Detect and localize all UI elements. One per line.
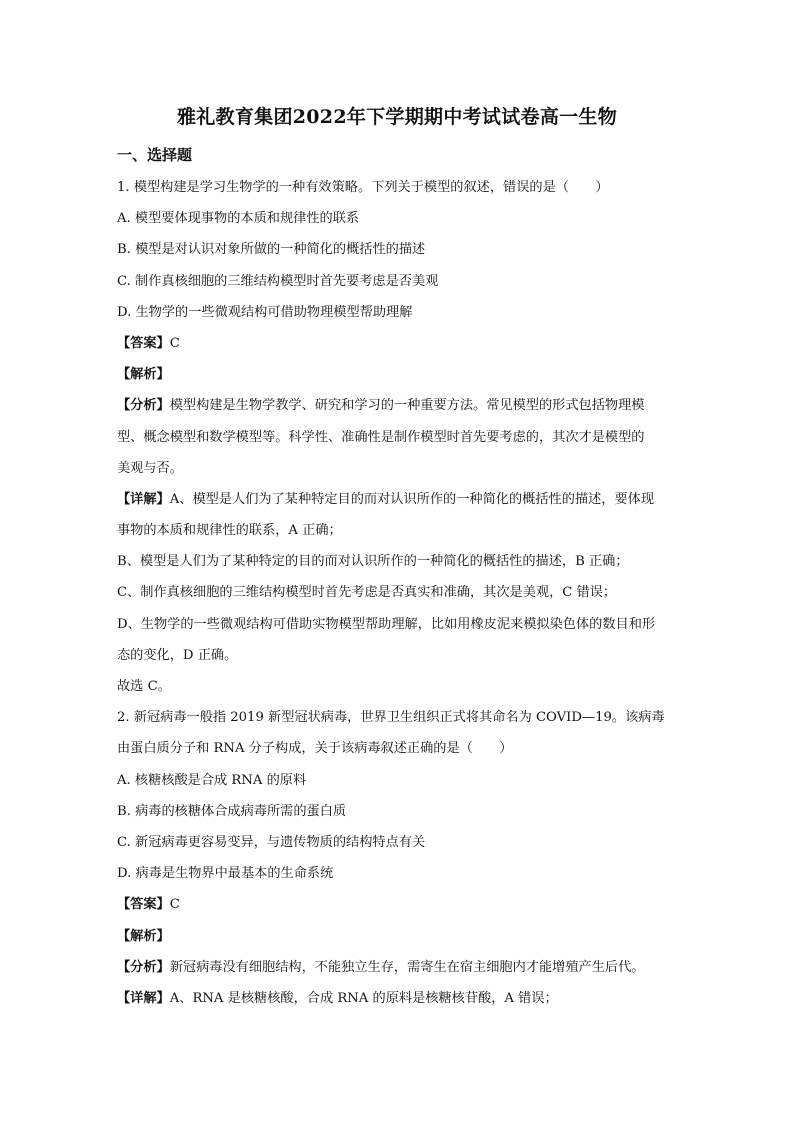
page-title: 雅礼教育集团2022年下学期期中考试试卷高一生物 bbox=[176, 106, 618, 128]
question-1-fenxi-line-2: 型、概念模型和数学模型等。科学性、准确性是制作模型时首先要考虑的，其次才是模型的 bbox=[117, 429, 645, 445]
question-2-analysis-line bbox=[117, 921, 682, 952]
question-1-detail-line-3: B、模型是人们为了某种特定的目的而对认识所作的一种简化的概括性的描述，B 正确； bbox=[117, 554, 629, 570]
question-2-fenxi-line bbox=[117, 952, 682, 983]
question-1-option-d: D. 生物学的一些微观结构可借助物理模型帮助理解 bbox=[117, 304, 413, 320]
question-1-detail-line-4: C、制作真核细胞的三维结构模型时首先考虑是否真实和准确，其次是美观，C 错误； bbox=[117, 585, 617, 601]
fenxi-tag: 【分析】 bbox=[117, 959, 170, 975]
question-1-detail-line-1 bbox=[117, 484, 682, 515]
question-2-option-b: B. 病毒的核糖体合成病毒所需的蛋白质 bbox=[117, 803, 347, 819]
detail-text: A、模型是人们为了某种特定目的而对认识所作的一种简化的概括性的描述，要体现 bbox=[169, 491, 655, 507]
question-2-option-d: D. 病毒是生物界中最基本的生命系统 bbox=[117, 866, 334, 882]
document-body bbox=[117, 172, 682, 1014]
fenxi-text: 新冠病毒没有细胞结构，不能独立生存，需寄生在宿主细胞内才能增殖产生后代。 bbox=[169, 959, 645, 975]
question-1-fenxi-line-3: 美观与否。 bbox=[117, 460, 183, 476]
question-1-option-a: A. 模型要体现事物的本质和规律性的联系 bbox=[117, 211, 360, 227]
answer-tag: 【答案】 bbox=[117, 335, 170, 351]
fenxi-text: 模型构建是生物学教学、研究和学习的一种重要方法。常见模型的形式包括物理模 bbox=[169, 398, 645, 414]
question-2-option-c: C. 新冠病毒更容易变异，与遗传物质的结构特点有关 bbox=[117, 834, 426, 850]
question-1-fenxi-line-1 bbox=[117, 390, 682, 421]
question-2-option-a: A. 核糖核酸是合成 RNA 的原料 bbox=[117, 772, 307, 788]
question-2-answer-line bbox=[117, 889, 682, 920]
analysis-tag: 【解析】 bbox=[117, 367, 170, 383]
fenxi-tag: 【分析】 bbox=[117, 398, 170, 414]
detail-text: A、RNA 是核糖核酸，合成 RNA 的原料是核糖核苷酸，A 错误； bbox=[169, 990, 558, 1006]
question-1-conclusion: 故选 C。 bbox=[117, 679, 171, 694]
answer-tag: 【答案】 bbox=[117, 897, 170, 913]
question-1-detail-line-6: 态的变化，D 正确。 bbox=[117, 647, 238, 663]
answer-value: C bbox=[169, 335, 180, 351]
question-1-option-c: C. 制作真核细胞的三维结构模型时首先要考虑是否美观 bbox=[117, 273, 439, 289]
question-1-answer-line bbox=[117, 328, 682, 359]
question-2-detail-line bbox=[117, 983, 682, 1014]
question-2-stem-line-1: 2. 新冠病毒一般指 2019 新型冠状病毒，世界卫生组织正式将其命名为 COVID—19。该病毒 bbox=[117, 710, 665, 726]
question-1-detail-line-2: 事物的本质和规律性的联系，A 正确； bbox=[117, 523, 342, 539]
analysis-tag: 【解析】 bbox=[117, 928, 170, 944]
question-2-stem-line-2: 由蛋白质分子和 RNA 分子构成，关于该病毒叙述正确的是（ ） bbox=[117, 741, 513, 757]
question-1-analysis-line bbox=[117, 359, 682, 390]
section-heading: 一、选择题 bbox=[117, 146, 193, 164]
question-1-detail-line-5: D、生物学的一些微观结构可借助实物模型帮助理解，比如用橡皮泥来模拟染色体的数目和形 bbox=[117, 616, 656, 632]
question-1-option-b: B. 模型是对认识对象所做的一种简化的概括性的描述 bbox=[117, 242, 426, 258]
answer-value: C bbox=[169, 897, 180, 913]
detail-tag: 【详解】 bbox=[117, 990, 170, 1006]
question-1-stem: 1. 模型构建是学习生物学的一种有效策略。下列关于模型的叙述，错误的是（ ） bbox=[117, 180, 609, 195]
detail-tag: 【详解】 bbox=[117, 491, 170, 507]
